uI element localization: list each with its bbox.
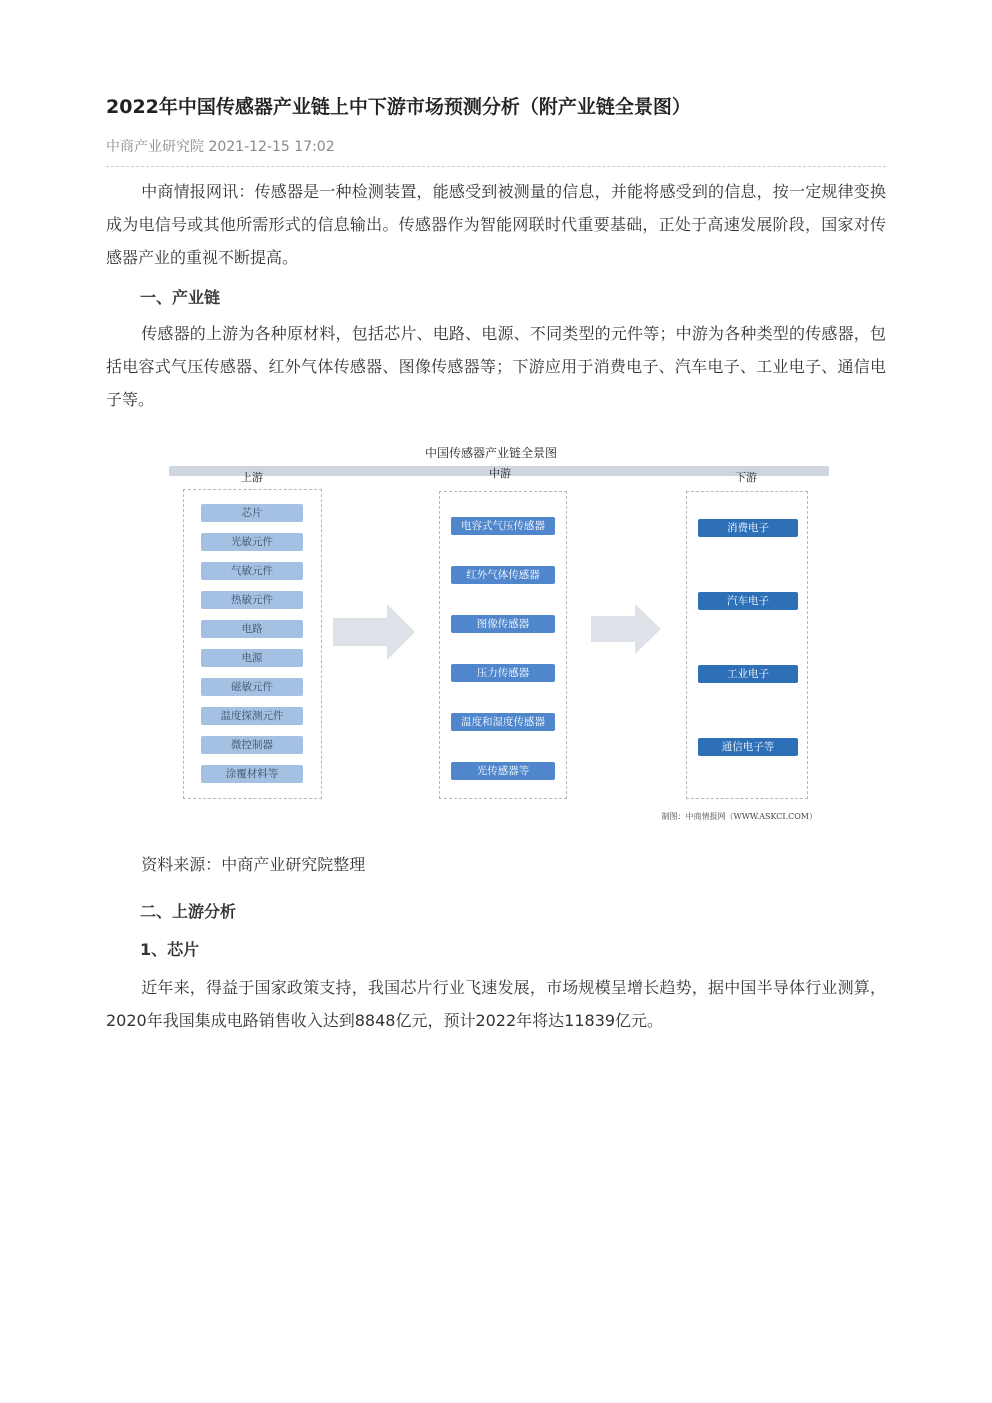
upstream-chip-1: 光敏元件 [201, 533, 303, 551]
figure-source: 资料来源：中商产业研究院整理 [141, 855, 366, 874]
figure-title: 中国传感器产业链全景图 [424, 446, 557, 460]
arrow-midstream-to-downstream [591, 604, 661, 654]
subsection1-heading: 1、芯片 [140, 940, 200, 959]
midstream-chip-2: 图像传感器 [451, 615, 555, 633]
midstream-chip-5: 光传感器等 [451, 762, 555, 780]
article-meta [106, 136, 335, 156]
upstream-chip-5: 电源 [201, 649, 303, 667]
article-source[interactable]: 中商产业研究院 [106, 139, 204, 155]
upstream-chip-3: 热敏元件 [201, 591, 303, 609]
upstream-chip-6: 磁敏元件 [201, 678, 303, 696]
downstream-chip-1: 汽车电子 [698, 592, 798, 610]
intro-paragraph: 中商情报网讯：传感器是一种检测装置，能感受到被测量的信息，并能将感受到的信息，按一定规律变换成为电信号或其他所需形式的信息输出。传感器作为智能网联时代重要基础，正处于高速发展阶段，国家对传感器产业的重视不断提高。 [106, 182, 886, 267]
midstream-chip-3: 压力传感器 [451, 664, 555, 682]
midstream-chip-4: 温度和湿度传感器 [451, 713, 555, 731]
industry-chain-figure [151, 432, 831, 832]
article-title: 2022年中国传感器产业链上中下游市场预测分析（附产业链全景图） [106, 96, 691, 118]
subsection1-paragraph: 近年来，得益于国家政策支持，我国芯片行业飞速发展，市场规模呈增长趋势，据中国半导体行业测算，2020年我国集成电路销售收入达到8848亿元，预计2022年将达11839亿元。 [106, 978, 886, 1030]
article-datetime: 2021-12-15 17:02 [208, 139, 335, 155]
upstream-label: 上游 [241, 471, 263, 484]
section1-heading: 一、产业链 [140, 288, 221, 307]
downstream-chip-0: 消费电子 [698, 519, 798, 537]
upstream-chip-7: 温度探测元件 [201, 707, 303, 725]
figure-credit: 制图：中商情报网（WWW.ASKCI.COM） [661, 812, 817, 821]
upstream-chip-2: 气敏元件 [201, 562, 303, 580]
upstream-chip-8: 微控制器 [201, 736, 303, 754]
upstream-chip-9: 涂覆材料等 [201, 765, 303, 783]
section2-heading: 二、上游分析 [140, 902, 237, 921]
upstream-chip-0: 芯片 [201, 504, 303, 522]
downstream-chip-2: 工业电子 [698, 665, 798, 683]
downstream-chip-3: 通信电子等 [698, 738, 798, 756]
arrow-upstream-to-midstream [333, 604, 415, 660]
midstream-box [439, 491, 567, 799]
upstream-chip-4: 电路 [201, 620, 303, 638]
midstream-label: 中游 [489, 467, 511, 480]
midstream-chip-0: 电容式气压传感器 [451, 517, 555, 535]
midstream-chip-1: 红外气体传感器 [451, 566, 555, 584]
title-divider [106, 166, 886, 167]
section1-paragraph: 传感器的上游为各种原材料，包括芯片、电路、电源、不同类型的元件等；中游为各种类型的传感器，包括电容式气压传感器、红外气体传感器、图像传感器等；下游应用于消费电子、汽车电子、工业电子、通信电子等。 [106, 324, 886, 409]
downstream-label: 下游 [735, 471, 757, 484]
